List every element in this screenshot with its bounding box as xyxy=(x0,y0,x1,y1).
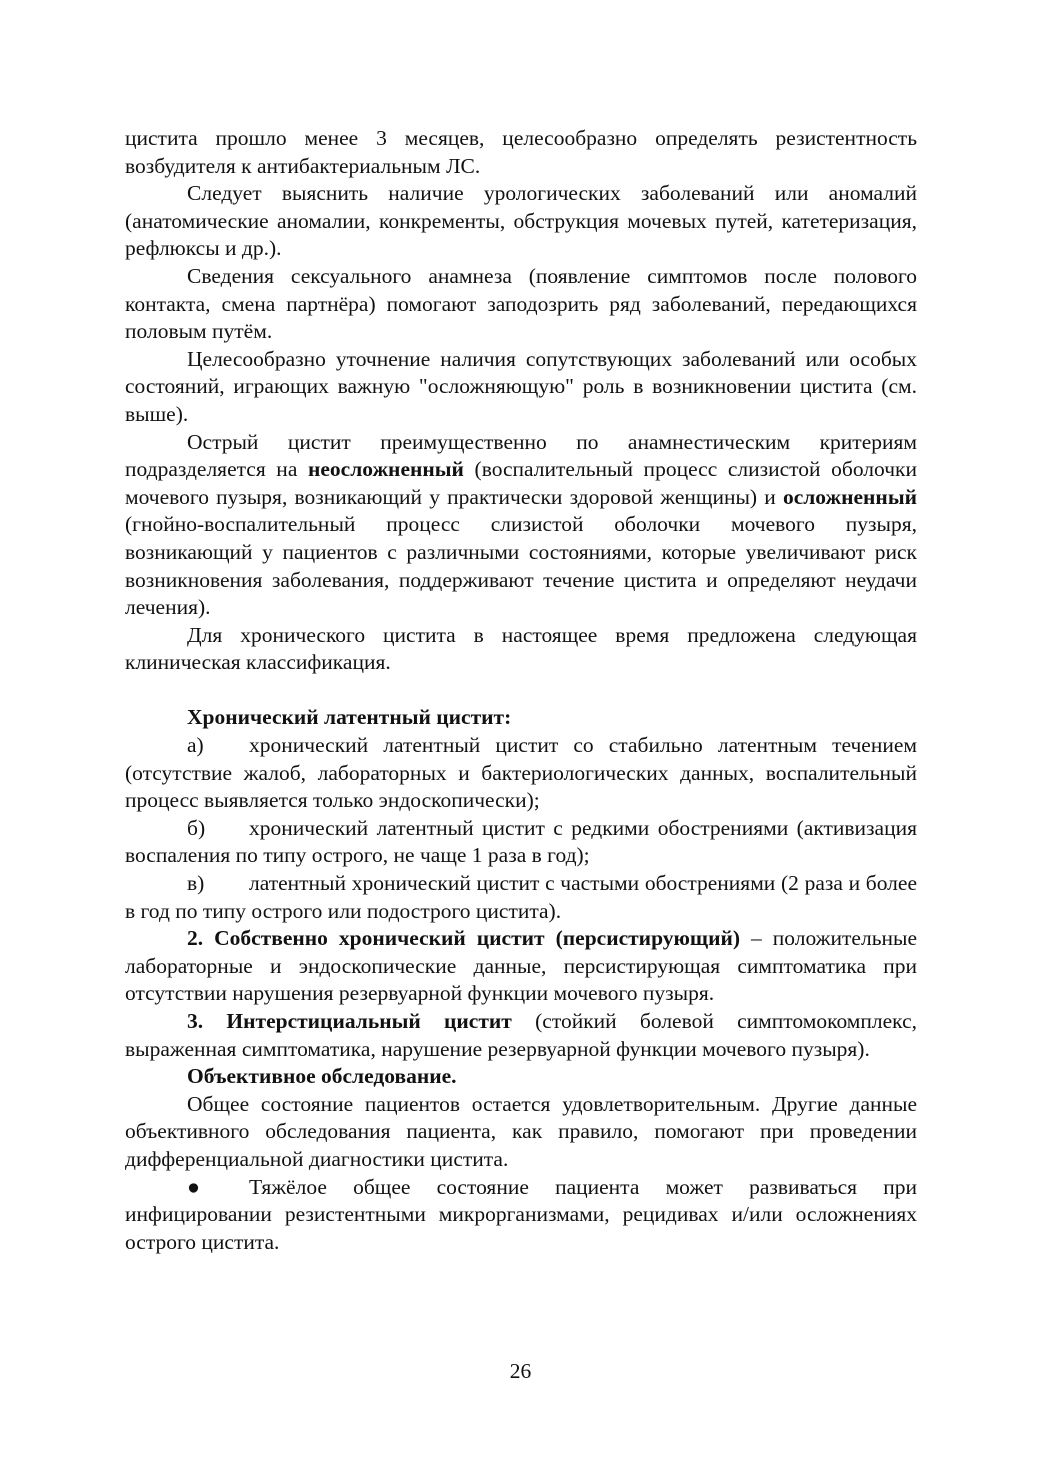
classification-term: 3. Интерстициальный цистит xyxy=(187,1009,512,1033)
classification-term: 2. Собственно хронический цистит (персистирующий) xyxy=(187,926,741,951)
section-heading: Хронический латентный цистит: xyxy=(187,705,512,730)
paragraph-text: (воспалительный процесс слизистой оболочки мочевого пузыря, возникающий у практически здоровой женщины) и xyxy=(125,457,917,509)
paragraph: цистита прошло менее 3 месяцев, целесообразно определять резистентность возбудителя к антибактериальным ЛС. xyxy=(125,126,917,178)
classification-item xyxy=(125,925,917,1008)
bullet-icon: ● xyxy=(187,1174,200,1199)
classification-item xyxy=(125,1008,917,1063)
section-heading: Объективное обследование. xyxy=(187,1064,457,1089)
list-marker: в) xyxy=(187,871,205,896)
bullet-text: Тяжёлое общее состояние пациента может развиваться при инфицировании резистентными микрорганизмами, рецидивах и/или осложнениях острого цистита. xyxy=(125,1174,917,1254)
document-body xyxy=(125,125,917,1256)
paragraph xyxy=(125,429,917,622)
list-item xyxy=(125,815,917,870)
page-number: 26 xyxy=(509,1359,532,1383)
paragraph: Следует выяснить наличие урологических заболеваний или аномалий (анатомические аномалии, конкременты, обструкция мочевых путей, катетеризация, рефлюксы и др.). xyxy=(125,181,917,261)
list-item-text: хронический латентный цистит с редкими обострениями (активизация воспаления по типу острого, не чаще 1 раза в год); xyxy=(125,815,917,868)
paragraph-text: Острый цистит преимущественно по анамнестическим критериям подразделяется на xyxy=(125,429,917,482)
paragraph-text: (гнойно-воспалительный процесс слизистой оболочки мочевого пузыря, возникающий у пациентов с различными состояниями, которые увеличивают риск возникновения заболевания, поддерживают течение цистита и определяют неудачи лечения). xyxy=(125,512,917,620)
paragraph: Целесообразно уточнение наличия сопутствующих заболеваний или особых состояний, играющих важную "осложняющую" роль в возникновении цистита (см. выше). xyxy=(125,346,917,426)
list-item-text: латентный хронический цистит с частыми обострениями (2 раза и более в год по типу острого или подострого цистита). xyxy=(125,871,917,923)
list-item-text: хронический латентный цистит со стабильно латентным течением (отсутствие жалоб, лабораторных и бактериологических данных, воспалительный процесс выявляется только эндоскопически); xyxy=(125,733,917,813)
classification-text: – положительные лабораторные и эндоскопические данные, персистирующая симптоматика при отсутствии нарушения резервуарной функции мочевого пузыря. xyxy=(125,926,917,1006)
bullet-item xyxy=(125,1174,917,1257)
paragraph: Общее состояние пациентов остается удовлетворительным. Другие данные объективного обследования пациента, как правило, помогают при проведении дифференциальной диагностики цистита. xyxy=(125,1091,917,1171)
paragraph: Сведения сексуального анамнеза (появление симптомов после полового контакта, смена партнёра) помогают заподозрить ряд заболеваний, передающихся половым путём. xyxy=(125,263,917,344)
list-marker: а) xyxy=(187,733,204,758)
list-item xyxy=(125,732,917,815)
bold-term: осложненный xyxy=(782,484,917,509)
paragraph: Для хронического цистита в настоящее время предложена следующая клиническая классификация. xyxy=(125,622,917,675)
list-marker: б) xyxy=(187,815,206,840)
list-item xyxy=(125,870,917,925)
bold-term: неосложненный xyxy=(307,457,464,482)
classification-text: (стойкий болевой симптомокомплекс, выраженная симптоматика, нарушение резервуарной функции мочевого пузыря). xyxy=(125,1009,917,1061)
